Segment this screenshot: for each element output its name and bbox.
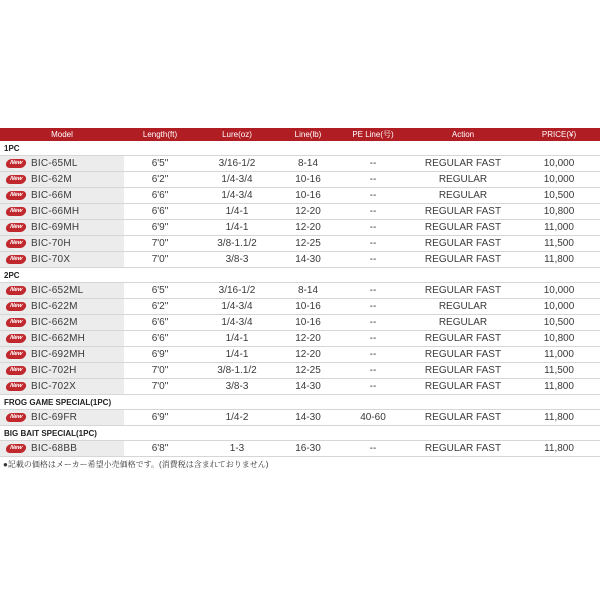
cell-model xyxy=(0,156,124,172)
cell-line: 16-30 xyxy=(278,441,338,457)
model-name: BIC-622M xyxy=(31,300,78,312)
cell-model xyxy=(0,379,124,395)
new-badge-icon: New xyxy=(5,255,27,264)
cell-pe-line: -- xyxy=(338,379,408,395)
new-badge-icon: New xyxy=(5,318,27,327)
cell-line: 12-25 xyxy=(278,363,338,379)
header-action: Action xyxy=(408,128,518,141)
table-row xyxy=(0,299,600,315)
cell-action: REGULAR xyxy=(408,315,518,331)
cell-model xyxy=(0,410,124,426)
cell-length: 6'6" xyxy=(124,331,196,347)
model-name: BIC-69FR xyxy=(31,411,78,423)
cell-price: 11,800 xyxy=(518,441,600,457)
table-row xyxy=(0,252,600,268)
cell-price: 11,500 xyxy=(518,363,600,379)
model-name: BIC-66MH xyxy=(31,205,80,217)
cell-lure: 3/16-1/2 xyxy=(196,283,278,299)
header-lure: Lure(oz) xyxy=(196,128,278,141)
cell-length: 6'9" xyxy=(124,220,196,236)
model-name: BIC-69MH xyxy=(31,221,80,233)
new-badge-icon: New xyxy=(5,286,27,295)
cell-lure: 1/4-2 xyxy=(196,410,278,426)
section-title: 2PC xyxy=(0,268,600,283)
table-row xyxy=(0,204,600,220)
cell-model xyxy=(0,236,124,252)
table-row xyxy=(0,283,600,299)
cell-line: 12-20 xyxy=(278,220,338,236)
cell-action: REGULAR FAST xyxy=(408,204,518,220)
model-name: BIC-652ML xyxy=(31,284,84,296)
cell-length: 6'5" xyxy=(124,156,196,172)
cell-action: REGULAR FAST xyxy=(408,379,518,395)
table-row xyxy=(0,331,600,347)
cell-action: REGULAR FAST xyxy=(408,156,518,172)
cell-pe-line: -- xyxy=(338,156,408,172)
cell-line: 8-14 xyxy=(278,283,338,299)
model-name: BIC-692MH xyxy=(31,348,86,360)
cell-length: 6'9" xyxy=(124,410,196,426)
cell-price: 11,500 xyxy=(518,236,600,252)
cell-line: 10-16 xyxy=(278,172,338,188)
table-row xyxy=(0,172,600,188)
section-title: 1PC xyxy=(0,141,600,156)
cell-pe-line: -- xyxy=(338,172,408,188)
model-name: BIC-702H xyxy=(31,364,77,376)
table-row xyxy=(0,220,600,236)
cell-lure: 1/4-3/4 xyxy=(196,172,278,188)
cell-length: 7'0" xyxy=(124,236,196,252)
new-badge-icon: New xyxy=(5,191,27,200)
cell-line: 14-30 xyxy=(278,410,338,426)
header-price: PRICE(¥) xyxy=(518,128,600,141)
cell-lure: 1/4-1 xyxy=(196,347,278,363)
spec-table-container xyxy=(0,128,600,470)
table-row xyxy=(0,363,600,379)
cell-model xyxy=(0,441,124,457)
cell-pe-line: -- xyxy=(338,220,408,236)
cell-model xyxy=(0,220,124,236)
new-badge-icon: New xyxy=(5,413,27,422)
cell-action: REGULAR FAST xyxy=(408,331,518,347)
section-header-row xyxy=(0,426,600,441)
cell-lure: 3/8-3 xyxy=(196,252,278,268)
cell-price: 11,000 xyxy=(518,220,600,236)
cell-price: 10,800 xyxy=(518,204,600,220)
cell-model xyxy=(0,331,124,347)
model-name: BIC-62M xyxy=(31,173,72,185)
new-badge-icon: New xyxy=(5,350,27,359)
header-pe-line: PE Line(号) xyxy=(338,128,408,141)
cell-length: 6'2" xyxy=(124,172,196,188)
table-row xyxy=(0,441,600,457)
cell-length: 6'9" xyxy=(124,347,196,363)
model-name: BIC-65ML xyxy=(31,157,78,169)
cell-model xyxy=(0,315,124,331)
cell-action: REGULAR FAST xyxy=(408,220,518,236)
cell-line: 12-20 xyxy=(278,204,338,220)
cell-price: 11,800 xyxy=(518,252,600,268)
cell-action: REGULAR FAST xyxy=(408,252,518,268)
model-name: BIC-662M xyxy=(31,316,78,328)
section-header-row xyxy=(0,395,600,410)
cell-model xyxy=(0,188,124,204)
section-title: FROG GAME SPECIAL(1PC) xyxy=(0,395,600,410)
cell-action: REGULAR xyxy=(408,172,518,188)
table-row xyxy=(0,236,600,252)
cell-lure: 1/4-3/4 xyxy=(196,188,278,204)
cell-line: 12-20 xyxy=(278,331,338,347)
header-model: Model xyxy=(0,128,124,141)
cell-pe-line: -- xyxy=(338,347,408,363)
table-row xyxy=(0,188,600,204)
cell-price: 10,500 xyxy=(518,315,600,331)
cell-model xyxy=(0,363,124,379)
cell-pe-line: -- xyxy=(338,236,408,252)
new-badge-icon: New xyxy=(5,223,27,232)
cell-pe-line: 40-60 xyxy=(338,410,408,426)
cell-action: REGULAR FAST xyxy=(408,236,518,252)
table-body xyxy=(0,141,600,457)
new-badge-icon: New xyxy=(5,302,27,311)
new-badge-icon: New xyxy=(5,239,27,248)
cell-lure: 3/8-1.1/2 xyxy=(196,236,278,252)
cell-line: 14-30 xyxy=(278,252,338,268)
cell-lure: 1/4-1 xyxy=(196,331,278,347)
cell-price: 11,800 xyxy=(518,379,600,395)
header-length: Length(ft) xyxy=(124,128,196,141)
rod-spec-table xyxy=(0,128,600,457)
cell-price: 10,800 xyxy=(518,331,600,347)
table-row xyxy=(0,347,600,363)
cell-pe-line: -- xyxy=(338,252,408,268)
section-header-row xyxy=(0,141,600,156)
header-line: Line(lb) xyxy=(278,128,338,141)
new-badge-icon: New xyxy=(5,366,27,375)
cell-length: 6'5" xyxy=(124,283,196,299)
table-row xyxy=(0,410,600,426)
cell-lure: 1/4-3/4 xyxy=(196,315,278,331)
cell-length: 6'2" xyxy=(124,299,196,315)
cell-price: 10,500 xyxy=(518,188,600,204)
cell-lure: 3/8-3 xyxy=(196,379,278,395)
cell-pe-line: -- xyxy=(338,441,408,457)
section-title: BIG BAIT SPECIAL(1PC) xyxy=(0,426,600,441)
cell-lure: 3/8-1.1/2 xyxy=(196,363,278,379)
cell-length: 6'6" xyxy=(124,315,196,331)
model-name: BIC-702X xyxy=(31,380,76,392)
table-row xyxy=(0,315,600,331)
table-header-row xyxy=(0,128,600,141)
cell-model xyxy=(0,204,124,220)
cell-pe-line: -- xyxy=(338,363,408,379)
cell-length: 6'6" xyxy=(124,204,196,220)
cell-model xyxy=(0,252,124,268)
cell-lure: 3/16-1/2 xyxy=(196,156,278,172)
model-name: BIC-662MH xyxy=(31,332,86,344)
cell-model xyxy=(0,299,124,315)
table-row xyxy=(0,156,600,172)
new-badge-icon: New xyxy=(5,159,27,168)
cell-action: REGULAR FAST xyxy=(408,441,518,457)
cell-pe-line: -- xyxy=(338,315,408,331)
cell-pe-line: -- xyxy=(338,331,408,347)
cell-model xyxy=(0,347,124,363)
cell-lure: 1/4-3/4 xyxy=(196,299,278,315)
cell-line: 14-30 xyxy=(278,379,338,395)
cell-pe-line: -- xyxy=(338,283,408,299)
footnote: ●記載の価格はメーカー希望小売価格です。(消費税は含まれておりません) xyxy=(3,460,269,469)
cell-lure: 1/4-1 xyxy=(196,204,278,220)
new-badge-icon: New xyxy=(5,382,27,391)
cell-action: REGULAR FAST xyxy=(408,347,518,363)
model-name: BIC-66M xyxy=(31,189,72,201)
cell-line: 12-25 xyxy=(278,236,338,252)
cell-length: 7'0" xyxy=(124,379,196,395)
section-header-row xyxy=(0,268,600,283)
cell-length: 7'0" xyxy=(124,252,196,268)
cell-price: 11,800 xyxy=(518,410,600,426)
new-badge-icon: New xyxy=(5,444,27,453)
cell-pe-line: -- xyxy=(338,188,408,204)
cell-lure: 1/4-1 xyxy=(196,220,278,236)
model-name: BIC-70X xyxy=(31,253,71,265)
cell-price: 10,000 xyxy=(518,156,600,172)
cell-action: REGULAR xyxy=(408,188,518,204)
cell-price: 10,000 xyxy=(518,299,600,315)
cell-model xyxy=(0,283,124,299)
cell-lure: 1-3 xyxy=(196,441,278,457)
cell-price: 10,000 xyxy=(518,283,600,299)
model-name: BIC-70H xyxy=(31,237,71,249)
cell-line: 10-16 xyxy=(278,299,338,315)
cell-action: REGULAR FAST xyxy=(408,363,518,379)
cell-line: 12-20 xyxy=(278,347,338,363)
cell-action: REGULAR FAST xyxy=(408,410,518,426)
cell-line: 10-16 xyxy=(278,315,338,331)
cell-length: 6'6" xyxy=(124,188,196,204)
new-badge-icon: New xyxy=(5,334,27,343)
model-name: BIC-68BB xyxy=(31,442,78,454)
cell-line: 10-16 xyxy=(278,188,338,204)
cell-length: 6'8" xyxy=(124,441,196,457)
cell-price: 10,000 xyxy=(518,172,600,188)
cell-action: REGULAR FAST xyxy=(408,283,518,299)
new-badge-icon: New xyxy=(5,207,27,216)
cell-length: 7'0" xyxy=(124,363,196,379)
cell-price: 11,000 xyxy=(518,347,600,363)
cell-model xyxy=(0,172,124,188)
cell-line: 8-14 xyxy=(278,156,338,172)
cell-pe-line: -- xyxy=(338,204,408,220)
new-badge-icon: New xyxy=(5,175,27,184)
cell-pe-line: -- xyxy=(338,299,408,315)
cell-action: REGULAR xyxy=(408,299,518,315)
table-row xyxy=(0,379,600,395)
